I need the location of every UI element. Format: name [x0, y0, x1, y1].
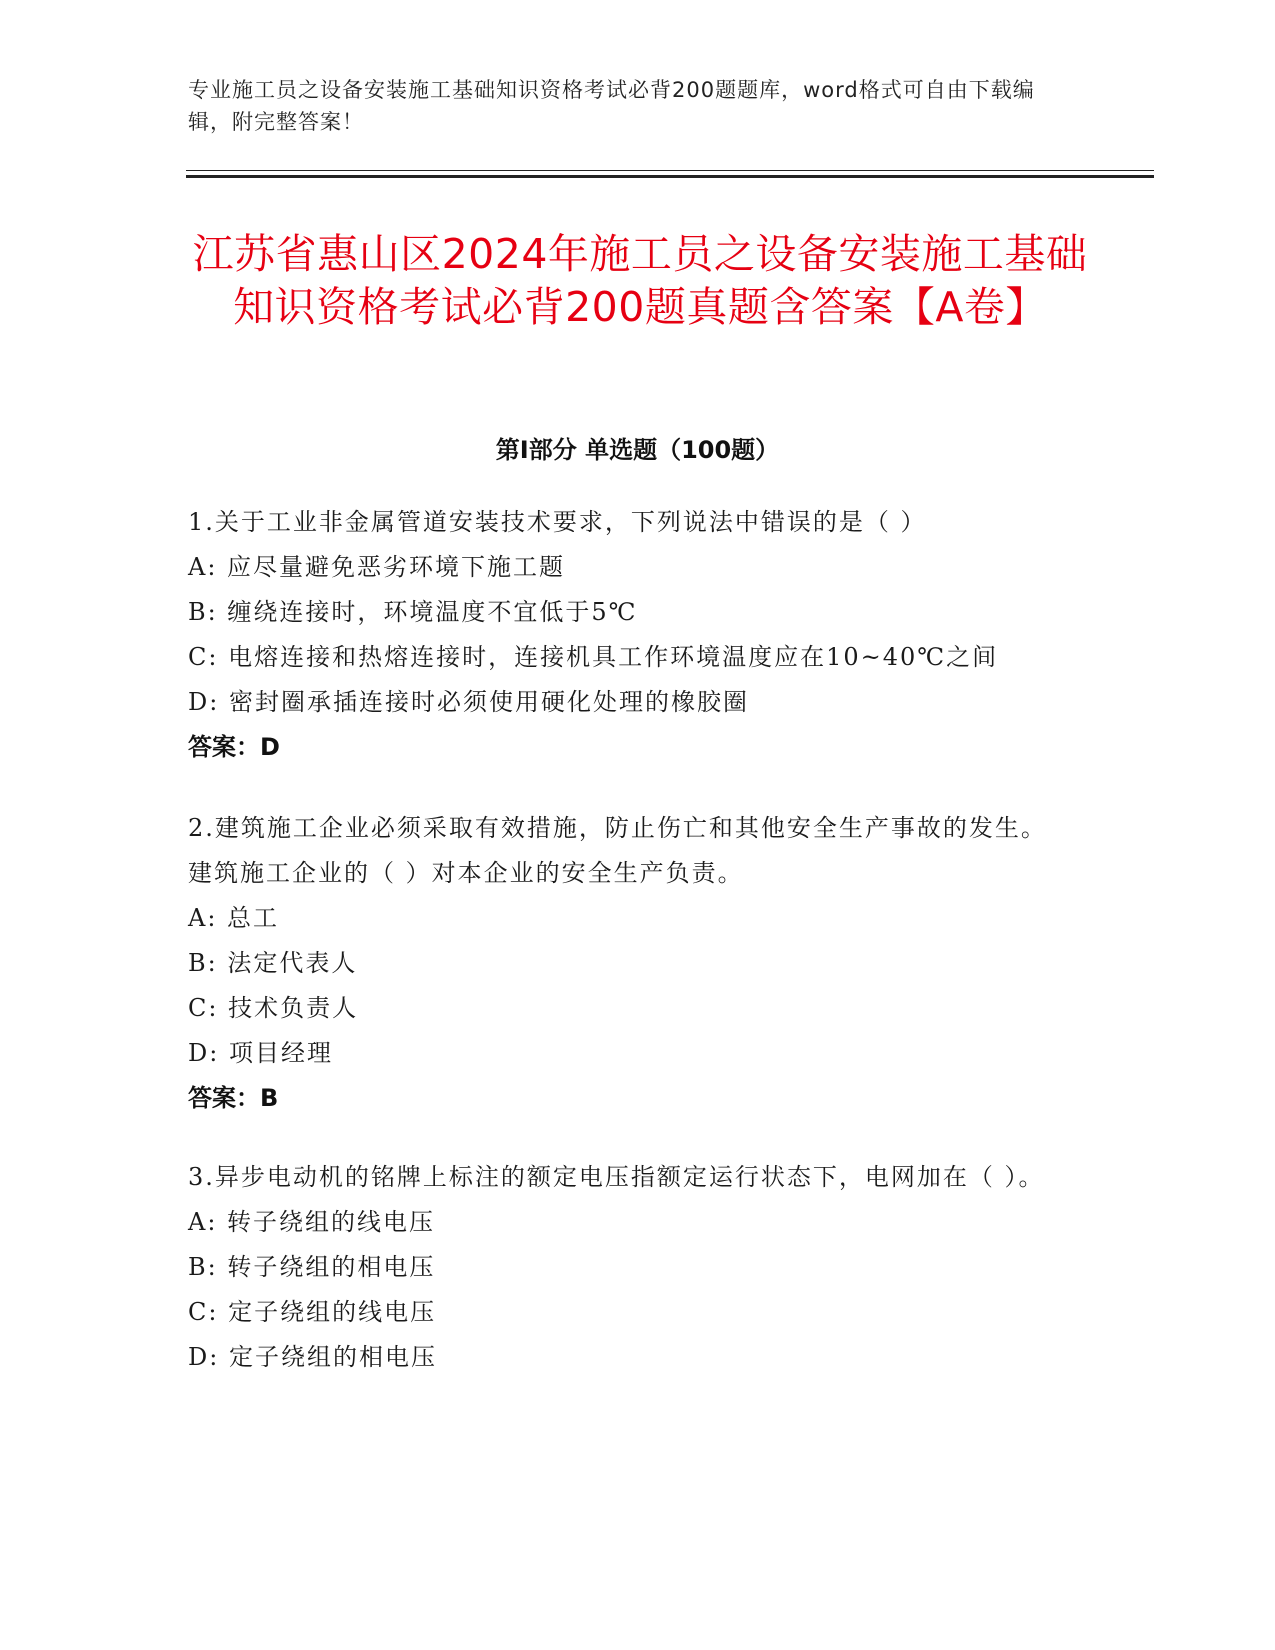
question-stem: 1.关于工业非金属管道安装技术要求，下列说法中错误的是（ ） — [188, 508, 927, 536]
option-d: D: 密封圈承插连接时必须使用硬化处理的橡胶圈 — [188, 688, 749, 716]
option-b: B: 法定代表人 — [188, 949, 358, 977]
question-2 — [188, 806, 1068, 1121]
option-a: A: 总工 — [188, 904, 280, 932]
question-stem: 3.异步电动机的铭牌上标注的额定电压指额定运行状态下，电网加在（ ）。 — [188, 1163, 1045, 1191]
question-3 — [188, 1155, 1068, 1380]
question-1 — [188, 500, 1068, 770]
option-b: B: 转子绕组的相电压 — [188, 1253, 436, 1281]
option-c: C: 技术负责人 — [188, 994, 359, 1022]
option-c: C: 电熔连接和热熔连接时，连接机具工作环境温度应在10~40℃之间 — [188, 643, 999, 671]
section-title: 第Ⅰ部分 单选题（100题） — [495, 436, 780, 464]
option-c: C: 定子绕组的线电压 — [188, 1298, 437, 1326]
option-d: D: 项目经理 — [188, 1039, 333, 1067]
header-note: 专业施工员之设备安装施工基础知识资格考试必背200题题库，word格式可自由下载编辑，附完整答案！ — [188, 78, 1035, 134]
option-a: A: 应尽量避免恶劣环境下施工题 — [188, 553, 566, 581]
option-a: A: 转子绕组的线电压 — [188, 1208, 436, 1236]
document-title: 江苏省惠山区2024年施工员之设备安装施工基础知识资格考试必背200题真题含答案【A卷】 — [192, 230, 1088, 331]
option-b: B: 缠绕连接时，环境温度不宜低于5℃ — [188, 598, 638, 626]
header-divider-thick — [186, 175, 1154, 178]
header-divider-thin — [186, 170, 1154, 171]
answer: 答案：D — [188, 733, 280, 761]
answer: 答案：B — [188, 1084, 279, 1112]
question-stem: 2.建筑施工企业必须采取有效措施，防止伤亡和其他安全生产事故的发生。建筑施工企业的（ ）对本企业的安全生产负责。 — [188, 814, 1047, 887]
option-d: D: 定子绕组的相电压 — [188, 1343, 437, 1371]
